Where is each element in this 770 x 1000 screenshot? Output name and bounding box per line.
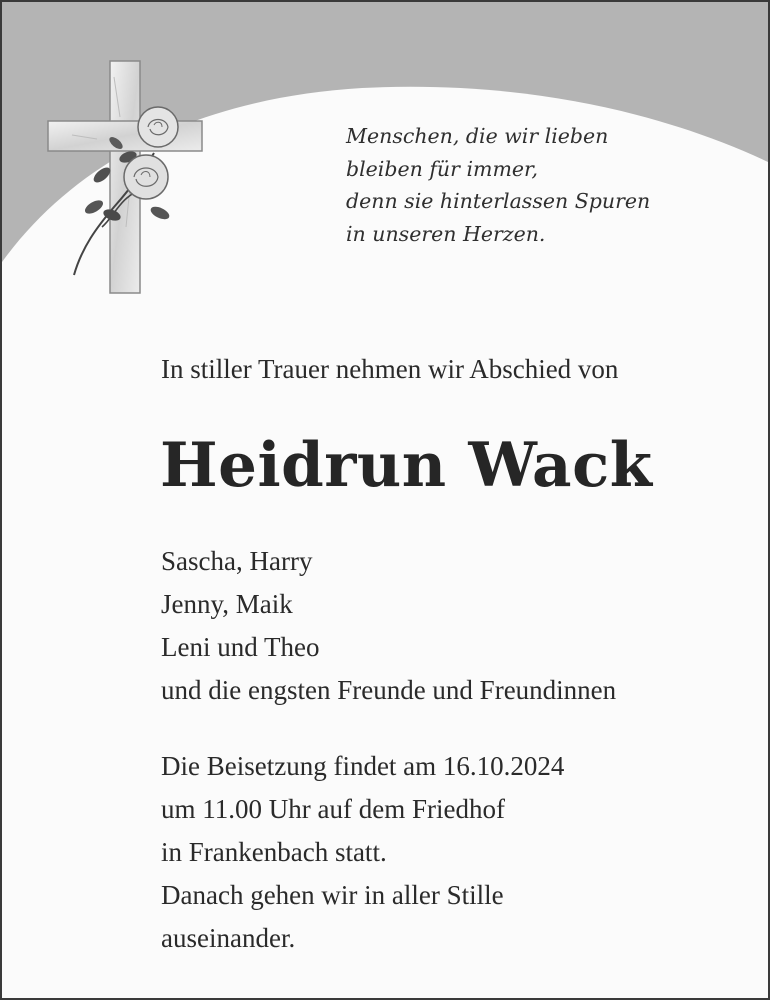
quote-line: in unseren Herzen. bbox=[346, 221, 546, 246]
details-line: um 11.00 Uhr auf dem Friedhof bbox=[161, 794, 505, 824]
quote-line: Menschen, die wir lieben bbox=[346, 124, 609, 148]
quote-line: denn sie hinterlassen Spuren bbox=[346, 189, 651, 213]
quote-line: bleiben für immer, bbox=[346, 156, 539, 181]
mourner-line: Leni und Theo bbox=[161, 632, 320, 662]
details-line: Die Beisetzung findet am 16.10.2024 bbox=[161, 751, 565, 781]
cross-with-roses-icon bbox=[42, 57, 212, 297]
details-line: Danach gehen wir in aller Stille bbox=[161, 880, 504, 910]
funeral-details bbox=[161, 745, 564, 960]
intro-text: In stiller Trauer nehmen wir Abschied von bbox=[161, 354, 619, 384]
memorial-quote bbox=[346, 120, 746, 250]
details-line: in Frankenbach statt. bbox=[161, 837, 387, 867]
deceased-name: Heidrun Wack bbox=[160, 430, 653, 501]
mourner-line: und die engsten Freunde und Freundinnen bbox=[161, 675, 617, 705]
mourners-list bbox=[161, 540, 616, 712]
mourner-line: Jenny, Maik bbox=[161, 589, 293, 619]
mourner-line: Sascha, Harry bbox=[161, 546, 313, 576]
details-line: auseinander. bbox=[161, 923, 296, 953]
